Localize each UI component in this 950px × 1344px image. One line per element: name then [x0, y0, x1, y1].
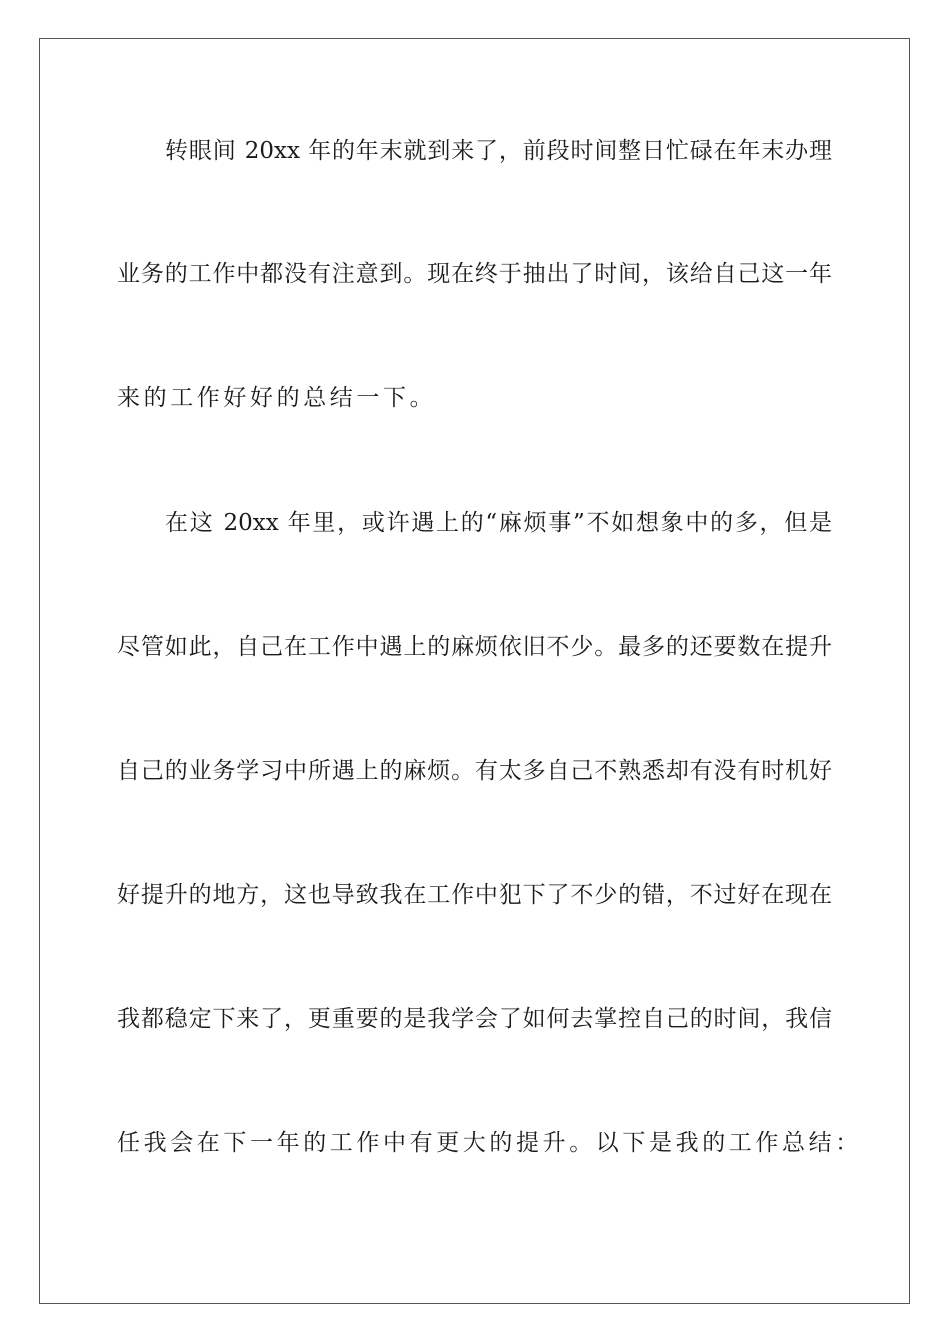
page-border	[39, 38, 910, 1304]
paragraph-2-line-2: 尽管如此，自己在工作中遇上的麻烦依旧不少。最多的还要数在提升	[117, 634, 832, 660]
paragraph-2-line-5: 我都稳定下来了，更重要的是我学会了如何去掌控自己的时间，我信	[117, 1006, 832, 1032]
paragraph-2-line-4: 好提升的地方，这也导致我在工作中犯下了不少的错，不过好在现在	[117, 882, 832, 908]
paragraph-1-line-2: 业务的工作中都没有注意到。现在终于抽出了时间，该给自己这一年	[117, 261, 832, 287]
paragraph-1-line-3: 来的工作好好的总结一下。	[117, 385, 437, 411]
paragraph-2-line-1: 在这 20xx 年里，或许遇上的“麻烦事”不如想象中的多，但是	[165, 510, 832, 536]
paragraph-2-line-3: 自己的业务学习中所遇上的麻烦。有太多自己不熟悉却有没有时机好	[117, 758, 832, 784]
paragraph-2-line-6: 任我会在下一年的工作中有更大的提升。以下是我的工作总结：	[117, 1130, 862, 1156]
paragraph-1-line-1: 转眼间 20xx 年的年末就到来了，前段时间整日忙碌在年末办理	[165, 138, 832, 164]
